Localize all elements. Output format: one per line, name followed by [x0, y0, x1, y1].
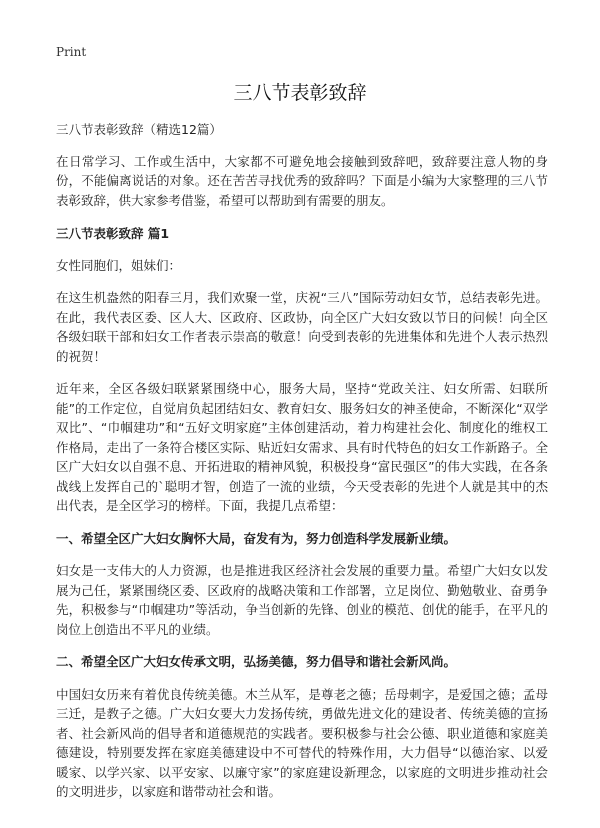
point-heading-2: 二、希望全区广大妇女传承文明，弘扬美德，努力倡导和谐社会新风尚。 [56, 654, 457, 669]
section-heading: 三八节表彰致辞 篇1 [56, 226, 170, 241]
page-title: 三八节表彰致辞 [233, 82, 367, 104]
intro-paragraph: 在日常学习、工作或生活中，大家都不可避免地会接触到致辞吧，致辞要注意人物的身份，不能偏离说话的对象。还在苦苦寻找优秀的致辞吗？下面是小编为大家整理的三八节表彰致辞，供大家参考借鉴，希望可以帮助到有需要的朋友。 [56, 153, 548, 208]
body-paragraph-1: 在这生机盎然的阳春三月，我们欢聚一堂，庆祝“三八”国际劳动妇女节，总结表彰先进。在此，我代表区委、区人大、区政府、区政协，向全区广大妇女致以节日的问候！向全区各级妇联干部和妇女工作者表示崇高的敬意！向受到表彰的先进集体和先进个人表示热烈的祝贺！ [56, 290, 548, 364]
document-subtitle: 三八节表彰致辞（精选12篇） [56, 122, 222, 137]
body-paragraph-3: 妇女是一支伟大的人力资源，也是推进我区经济社会发展的重要力量。希望广大妇女以发展为己任，紧紧围绕区委、区政府的战略决策和工作部署，立足岗位、勤勉敬业、奋勇争先，积极参与“巾帼建功”等活动，争当创新的先锋、创业的模范、创优的能手，在平凡的岗位上创造出不平凡的业绩。 [56, 563, 548, 637]
document-body [56, 120, 548, 815]
point-heading-1: 一、希望全区广大妇女胸怀大局，奋发有为，努力创造科学发展新业绩。 [56, 530, 457, 546]
body-paragraph-2: 近年来，全区各级妇联紧紧围绕中心，服务大局，坚持“党政关注、妇女所需、妇联所能”的工作定位，自觉肩负起团结妇女、教育妇女、服务妇女的神圣使命，不断深化“双学双比”、“巾帼建功”和“五好文明家庭”主体创建活动，着力构建社会化、制度化的维权工作格局，走出了一条符合楼区实际、贴近妇女需求、具有时代特色的妇女工作新路子。全区广大妇女以自强不息、开拓进取的精神风貌，积极投身“富民强区”的伟大实践，在各条战线上发挥自己的`聪明才智，创造了一流的业绩，今天受表彰的先进个人就是其中的杰出代表，是全区学习的榜样。下面，我提几点希望： [56, 381, 548, 513]
greeting-line: 女性同胞们，姐妹们： [56, 257, 182, 273]
body-paragraph-4: 中国妇女历来有着优良传统美德。木兰从军，是尊老之德；岳母刺字，是爱国之德；孟母三迁，是教子之德。广大妇女要大力发扬传统，勇做先进文化的建设者、传统美德的宣扬者、社会新风尚的倡导者和道德规范的实践者。要积极参与社会公德、职业道德和家庭美德建设，特别要发挥在家庭美德建设中不可替代的特殊作用，大力倡导“以德治家、以爱暖家、以学兴家、以平安家、以廉守家”的家庭建设新理念，以家庭的文明进步推动社会的文明进步，以家庭和谐带动社会和谐。 [56, 686, 548, 799]
print-link[interactable]: Print [56, 45, 87, 59]
